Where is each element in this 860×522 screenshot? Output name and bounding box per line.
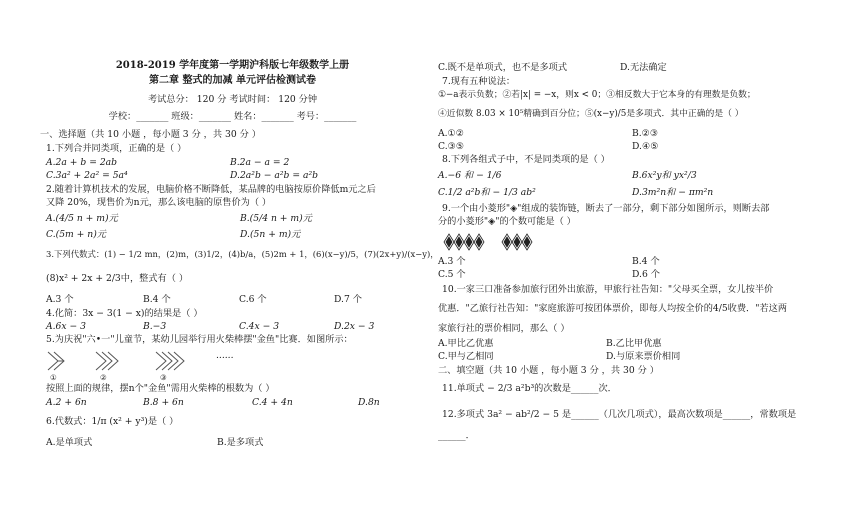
exam-title-line1: 2018-2019 学年度第一学期沪科版七年级数学上册 <box>115 60 350 71</box>
q5-option-d[interactable]: D.8n <box>358 397 380 408</box>
exam-title-line2: 第二章 整式的加减 单元评估检测试卷 <box>149 75 316 86</box>
q7-statements-line2: ④近似数 8.03 × 10⁵精确到百分位；⑤(x−y)/5是多项式．其中正确的是（ ） <box>438 109 744 119</box>
q1-option-b[interactable]: B.2a − a = 2 <box>230 157 290 168</box>
q9-stem-line1: 9.一个由小菱形"◈"组成的装饰链，断去了一部分，剩下部分如图所示，则断去部 <box>442 203 770 214</box>
q10-option-b[interactable]: B.乙比甲优惠 <box>606 338 662 349</box>
q5-option-a[interactable]: A.2 + 6n <box>46 397 87 408</box>
q1-option-c[interactable]: C.3a² + 2a² = 5a⁴ <box>46 170 128 181</box>
q10-stem-line2: 优惠．"乙旅行社告知："家庭旅游可按团体票价，即每人均按全价的4/5收费．"若这两 <box>438 303 788 314</box>
q9-option-a[interactable]: A.3 个 <box>438 256 466 267</box>
q3-stem-line2: (8)x² + 2x + 2/3中，整式有（ ） <box>46 273 189 284</box>
q7-stem: 7.现有五种说法： <box>442 76 516 87</box>
q5-stem: 5.为庆祝"六•一"儿童节，某幼儿园举行用火柴棒摆"金鱼"比赛．如图所示： <box>46 334 353 345</box>
q8-stem: 8.下列各组式子中，不是同类项的是（ ） <box>442 154 610 165</box>
q4-stem: 4.化简：3x − 3(1 − x)的结果是（ ） <box>46 308 203 319</box>
q3-option-b[interactable]: B.4 个 <box>143 294 171 305</box>
q10-stem-line1: 10.一家三口准备参加旅行团外出旅游，甲旅行社告知："父母买全票，女儿按半价 <box>442 284 774 295</box>
q3-option-c[interactable]: C.6 个 <box>239 294 267 305</box>
q3-stem-line1: 3.下列代数式：(1) − 1/2 mn，(2)m，(3)1/2，(4)b/a，(5)2m + 1，(6)(x−y)/5，(7)(2x+y)/(x−y)， <box>46 249 439 259</box>
q8-option-c[interactable]: C.1/2 a²b和 − 1/3 ab² <box>438 187 536 198</box>
q4-option-a[interactable]: A.6x − 3 <box>46 321 86 332</box>
section1-heading: 一、选择题（共 10 小题 ，每小题 3 分 ，共 30 分 ） <box>40 129 261 140</box>
q1-option-d[interactable]: D.2a²b − a²b = a²b <box>230 170 319 181</box>
q4-option-c[interactable]: C.4x − 3 <box>239 321 280 332</box>
q6-option-b[interactable]: B.是多项式 <box>217 437 264 448</box>
q2-stem-line1: 2.随着计算机技术的发展，电脑价格不断降低，某品牌的电脑按原价降低m元之后 <box>46 184 376 195</box>
q3-option-d[interactable]: D.7 个 <box>334 294 362 305</box>
rhombus-chain-figure <box>438 230 548 254</box>
q7-option-b[interactable]: B.②③ <box>632 128 659 139</box>
q12-stem-line1: 12.多项式 3a² − ab²/2 − 5 是______（几次几项式），最高次数项是______，常数项是 <box>442 409 797 420</box>
q4-option-d[interactable]: D.2x − 3 <box>334 321 375 332</box>
q4-option-b[interactable]: B.−3 <box>143 321 167 332</box>
q2-option-b[interactable]: B.(5/4 n + m)元 <box>240 213 312 224</box>
q5-ellipsis: ...... <box>216 350 234 361</box>
score-line: 考试总分： 120 分 考试时间： 120 分钟 <box>147 94 318 105</box>
q10-option-d[interactable]: D.与原来票价相同 <box>606 351 681 362</box>
q1-stem: 1.下列合并同类项，正确的是（ ） <box>46 143 187 154</box>
q6-option-a[interactable]: A.是单项式 <box>46 437 93 448</box>
q9-option-b[interactable]: B.4 个 <box>632 256 660 267</box>
q5-figure-label-1: ① <box>50 373 57 382</box>
q2-option-a[interactable]: A.(4/5 n + m)元 <box>46 213 118 224</box>
q2-stem-line2: 又降 20%，现售价为n元，那么该电脑的原售价为（ ） <box>46 197 272 208</box>
q9-stem-line2: 分的小菱形"◈"的个数可能是（ ） <box>438 216 576 227</box>
q5-option-c[interactable]: C.4 + 4n <box>252 397 293 408</box>
q7-option-d[interactable]: D.④⑤ <box>632 141 659 152</box>
q5-figure-label-3: ③ <box>160 373 167 382</box>
q1-option-a[interactable]: A.2a + b = 2ab <box>46 157 118 168</box>
q2-option-c[interactable]: C.(5m + n)元 <box>46 229 106 240</box>
q9-option-d[interactable]: D.6 个 <box>632 269 660 280</box>
q3-option-a[interactable]: A.3 个 <box>46 294 74 305</box>
q5-option-b[interactable]: B.8 + 6n <box>143 397 184 408</box>
q8-option-a[interactable]: A.−6 和 − 1/6 <box>438 170 502 181</box>
q10-option-c[interactable]: C.甲与乙相同 <box>438 351 494 362</box>
q2-option-d[interactable]: D.(5n + m)元 <box>240 229 301 240</box>
section2-heading: 二、填空题（共 10 小题 ，每小题 3 分 ，共 30 分 ） <box>438 365 659 376</box>
q10-stem-line3: 家旅行社的票价相同，那么（ ） <box>438 323 570 334</box>
q11-stem: 11.单项式 − 2/3 a²b³的次数是______次． <box>442 383 617 394</box>
q7-option-a[interactable]: A.①② <box>438 128 465 139</box>
q6-option-c[interactable]: C.既不是单项式，也不是多项式 <box>438 62 568 73</box>
info-line: 学校：_______ 班级：_______ 姓名：_______ 考号：_______ <box>108 111 357 122</box>
q5-figure-label-2: ② <box>100 373 107 382</box>
q5-stem-line2: 按照上面的规律，摆n个"金鱼"需用火柴棒的根数为（ ） <box>46 383 275 394</box>
q9-option-c[interactable]: C.5 个 <box>438 269 466 280</box>
q7-statements-line1: ①−a表示负数；②若|x| = −x，则x < 0；③相反数大于它本身的有理数是负数； <box>438 90 756 100</box>
q10-option-a[interactable]: A.甲比乙优惠 <box>438 338 494 349</box>
q7-option-c[interactable]: C.③⑤ <box>438 141 465 152</box>
q12-stem-line2: ______． <box>438 430 475 441</box>
q8-option-b[interactable]: B.6x²y和 yx²/3 <box>632 170 697 181</box>
q6-option-d[interactable]: D.无法确定 <box>620 62 667 73</box>
q8-option-d[interactable]: D.3m²n和 − πm²n <box>632 187 714 198</box>
q6-stem: 6.代数式：1/π (x² + y³)是（ ） <box>46 416 179 427</box>
